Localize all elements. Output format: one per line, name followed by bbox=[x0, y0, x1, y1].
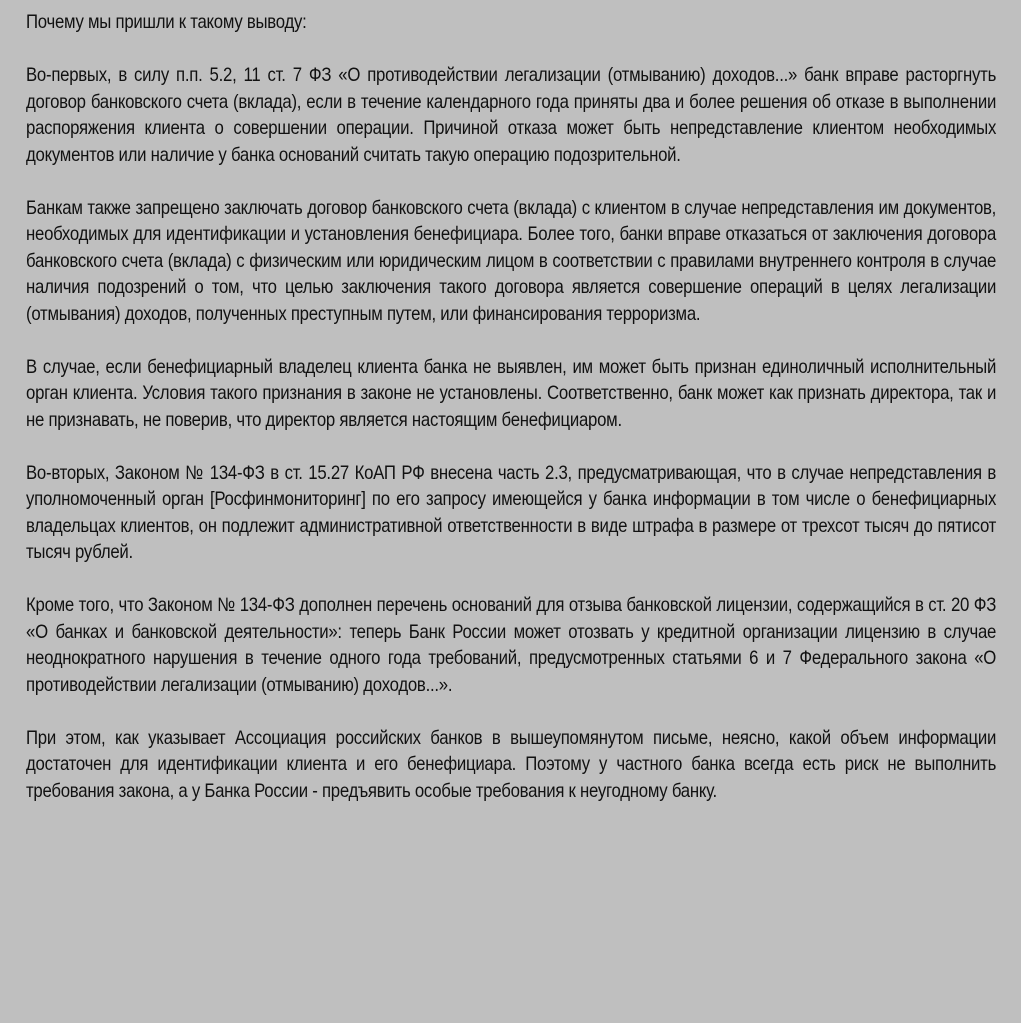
paragraph-banks-prohibited: Банкам также запрещено заключать договор банковского счета (вклада) с клиентом в случае непредставления им документов, необходимых для идентификации и установления бенефициара. Более того, банки вправе отказаться от заключения договора банковского счета (вклада) с физическим или юридическим лицом в соответствии с правилами внутреннего контроля в случае наличия подозрений о том, что целью заключения такого договора является совершение операций в целях легализации (отмывания) доходов, полученных преступным путем, или финансирования терроризма. bbox=[26, 196, 997, 325]
paragraph-secondly: Во-вторых, Законом № 134-ФЗ в ст. 15.27 КоАП РФ внесена часть 2.3, предусматривающая, что в случае непредставления в уполномоченный орган [Росфинмониторинг] по его запросу имеющейся у банка информации в том числе о бенефициарных владельцах клиентов, он подлежит административной ответственности в виде штрафа в размере от трехсот тысяч до пятисот тысяч рублей. bbox=[26, 461, 997, 563]
paragraph-association-opinion: При этом, как указывает Ассоциация российских банков в вышеупомянутом письме, неясно, какой объем информации достаточен для идентификации клиента и его бенефициара. Поэтому у частного банка всегда есть риск не выполнить требования закона, а у Банка России - предъявить особые требования к неугодному банку. bbox=[26, 726, 997, 802]
paragraph-firstly: Во-первых, в силу п.п. 5.2, 11 ст. 7 ФЗ «О противодействии легализации (отмыванию) доходов...» банк вправе расторгнуть договор банковского счета (вклада), если в течение календарного года приняты два и более решения об отказе в выполнении распоряжения клиента о совершении операции. Причиной отказа может быть непредставление клиентом необходимых документов или наличие у банка оснований считать такую операцию подозрительной. bbox=[26, 64, 997, 166]
paragraph-beneficiary-not-identified: В случае, если бенефициарный владелец клиента банка не выявлен, им может быть признан единоличный исполнительный орган клиента. Условия такого признания в законе не установлены. Соответственно, банк может как признать директора, так и не признавать, не поверив, что директор является настоящим бенефициаром. bbox=[26, 355, 997, 431]
document-heading: Почему мы пришли к такому выводу: bbox=[26, 11, 307, 33]
paragraph-license-revocation: Кроме того, что Законом № 134-ФЗ дополнен перечень оснований для отзыва банковской лицензии, содержащийся в ст. 20 ФЗ «О банках и банковской деятельности»: теперь Банк России может отозвать у кредитной организации лицензию в случае неоднократного нарушения в течение одного года требований, предусмотренных статьями 6 и 7 Федерального закона «О противодействии легализации (отмыванию) доходов...». bbox=[26, 594, 997, 696]
